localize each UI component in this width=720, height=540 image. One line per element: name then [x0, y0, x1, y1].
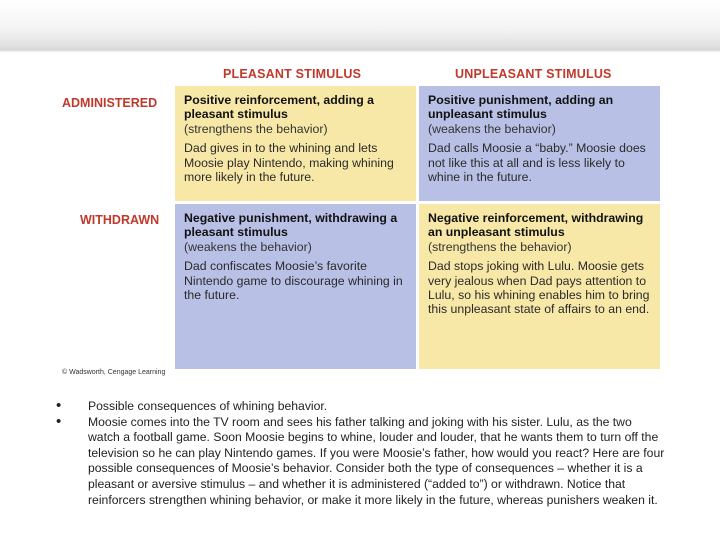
cell-title: Negative reinforcement, withdrawing an unpleasant stimulus [428, 211, 644, 240]
cell-subtitle: (weakens the behavior) [428, 121, 556, 136]
bullet-item [56, 399, 666, 415]
slide-top-band [0, 0, 720, 52]
cell-title: Negative punishment, withdrawing a pleasant stimulus [184, 211, 398, 240]
cell-example: Dad calls Moosie a “baby.” Moosie does not like this at all and is less likely to whine in the future. [428, 141, 646, 185]
cell-negative-punishment [175, 204, 416, 369]
cell-example: Dad gives in to the whining and lets Moosie play Nintendo, making whining more likely in the future. [184, 141, 394, 185]
cell-subtitle: (weakens the behavior) [184, 239, 312, 254]
bullet-item [56, 412, 666, 509]
copyright-credit: © Wadsworth, Cengage Learning [62, 369, 166, 376]
cell-negative-reinforcement [419, 204, 660, 369]
bullet-list [56, 399, 666, 508]
bullet-dot-icon: • [56, 412, 62, 430]
bullet-text: Possible consequences of whining behavior. [88, 399, 328, 413]
bullet-text: Moosie comes into the TV room and sees his father talking and joking with his sister. Lulu, as the two watch a football game. Soon Moosie begins to whine, louder and louder, that he wants them to turn off the television so he can play Nintendo games. If you were Moosie’s father, how would you react? Here are four possible consequences of Moosie’s behavior. Consider both the type of consequences – whether it is a pleasant or aversive stimulus – and whether it is administered (“added to”) or withdrawn. Notice that reinforcers strengthen whining behavior, or make it more likely in the future, whereas punishers weaken it. [88, 414, 665, 507]
consequences-table-figure [60, 63, 661, 381]
cell-title: Positive reinforcement, adding a pleasant stimulus [184, 93, 374, 122]
column-header-pleasant: PLEASANT STIMULUS [223, 67, 362, 81]
column-header-unpleasant: UNPLEASANT STIMULUS [455, 67, 612, 81]
cell-title: Positive punishment, adding an unpleasant stimulus [428, 93, 614, 122]
row-header-administered: ADMINISTERED [62, 96, 158, 110]
cell-subtitle: (strengthens the behavior) [428, 239, 572, 254]
cell-example: Dad stops joking with Lulu. Moosie gets very jealous when Dad pays attention to Lulu, so his whining enables him to bring this unpleasant state of affairs to an end. [428, 259, 650, 317]
cell-positive-punishment [419, 86, 660, 201]
cell-example: Dad confiscates Moosie’s favorite Nintendo game to discourage whining in the future. [184, 259, 403, 303]
cell-subtitle: (strengthens the behavior) [184, 121, 328, 136]
bullet-dot-icon: • [56, 397, 62, 414]
cell-positive-reinforcement [175, 86, 416, 201]
row-header-withdrawn: WITHDRAWN [80, 213, 160, 227]
